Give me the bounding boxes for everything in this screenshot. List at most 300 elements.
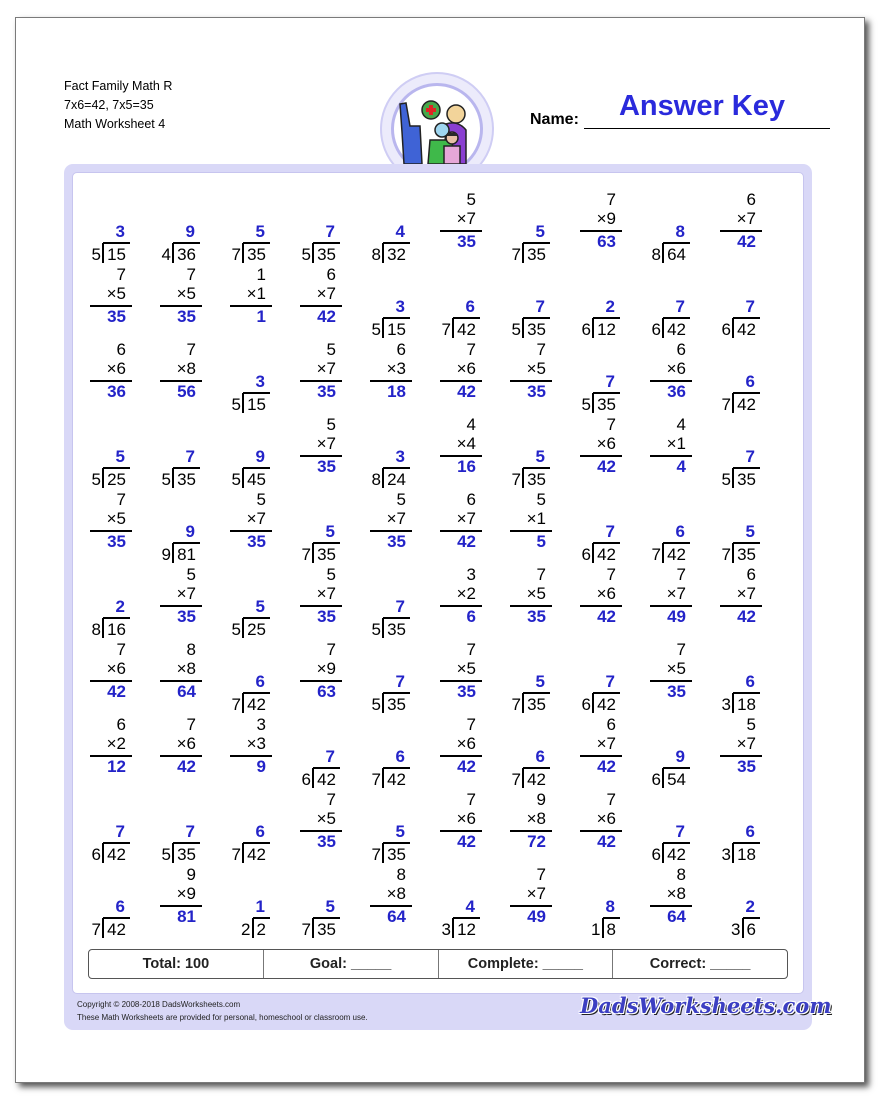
factor-top: 7 <box>606 415 616 434</box>
product-answer: 63 <box>597 232 616 251</box>
division-problem <box>556 640 616 712</box>
multiplication-problem <box>626 865 686 937</box>
factor-bottom: ×6 <box>176 734 196 753</box>
division-problem <box>556 340 616 412</box>
division-problem <box>626 490 686 562</box>
division-problem <box>136 190 196 262</box>
dividend: 42 <box>737 395 756 414</box>
product-answer: 42 <box>177 757 196 776</box>
dividend: 35 <box>597 395 616 414</box>
division-bracket <box>102 243 104 263</box>
division-bracket <box>662 243 664 263</box>
division-bar <box>733 842 760 844</box>
division-problem <box>66 790 126 862</box>
division-problem <box>556 865 616 937</box>
quotient-answer: 9 <box>675 747 685 766</box>
factor-top: 3 <box>466 565 476 584</box>
division-bracket <box>732 318 734 338</box>
multiplication-problem <box>276 265 336 337</box>
divisor: 7 <box>231 845 241 864</box>
factor-bottom: ×8 <box>526 809 546 828</box>
divisor: 8 <box>371 245 381 264</box>
product-answer: 35 <box>317 382 336 401</box>
multiplication-problem <box>66 640 126 712</box>
product-answer: 35 <box>457 682 476 701</box>
division-problem <box>696 265 756 337</box>
multiplication-problem <box>66 265 126 337</box>
division-bar <box>173 542 200 544</box>
factor-top: 7 <box>466 715 476 734</box>
product-answer: 64 <box>177 682 196 701</box>
quotient-answer: 7 <box>675 297 685 316</box>
quotient-answer: 7 <box>115 822 125 841</box>
dividend: 35 <box>527 245 546 264</box>
division-problem <box>346 565 406 637</box>
divisor: 3 <box>721 695 731 714</box>
dividend: 15 <box>247 395 266 414</box>
product-answer: 42 <box>457 832 476 851</box>
product-answer: 35 <box>527 607 546 626</box>
quotient-answer: 7 <box>605 672 615 691</box>
division-problem <box>346 415 406 487</box>
divisor: 6 <box>301 770 311 789</box>
product-answer: 18 <box>387 382 406 401</box>
factor-top: 5 <box>466 190 476 209</box>
multiplication-problem <box>416 565 476 637</box>
quotient-answer: 9 <box>185 222 195 241</box>
divisor: 7 <box>511 470 521 489</box>
division-bracket <box>172 843 174 863</box>
multiplication-problem <box>206 265 266 337</box>
division-bracket <box>732 393 734 413</box>
dividend: 35 <box>527 470 546 489</box>
multiplication-problem <box>556 415 616 487</box>
multiplication-problem <box>486 790 546 862</box>
division-bracket <box>522 768 524 788</box>
multiplication-problem <box>136 715 196 787</box>
division-bar <box>313 767 340 769</box>
division-bar <box>383 692 410 694</box>
multiplication-problem <box>696 715 756 787</box>
factor-top: 4 <box>466 415 476 434</box>
factor-top: 5 <box>186 565 196 584</box>
multiplication-problem <box>416 490 476 562</box>
factor-bottom: ×5 <box>176 284 196 303</box>
division-bracket <box>382 318 384 338</box>
quotient-answer: 7 <box>185 447 195 466</box>
division-problem <box>206 790 266 862</box>
divisor: 7 <box>371 845 381 864</box>
divisor: 8 <box>91 620 101 639</box>
factor-top: 7 <box>326 790 336 809</box>
division-problem <box>626 190 686 262</box>
division-bracket <box>242 618 244 638</box>
product-answer: 35 <box>317 457 336 476</box>
multiplication-problem <box>66 490 126 562</box>
quotient-answer: 7 <box>745 447 755 466</box>
division-problem <box>206 565 266 637</box>
factor-bottom: ×7 <box>666 584 686 603</box>
division-bracket <box>592 543 594 563</box>
product-answer: 35 <box>317 832 336 851</box>
quotient-answer: 5 <box>115 447 125 466</box>
divisor: 6 <box>651 320 661 339</box>
product-answer: 35 <box>107 532 126 551</box>
factor-bottom: ×5 <box>106 509 126 528</box>
division-problem <box>486 640 546 712</box>
division-problem <box>206 865 266 937</box>
division-problem <box>346 190 406 262</box>
quotient-answer: 5 <box>745 522 755 541</box>
product-answer: 35 <box>737 757 756 776</box>
factor-bottom: ×5 <box>526 359 546 378</box>
quotient-answer: 7 <box>605 372 615 391</box>
division-problem <box>486 265 546 337</box>
divisor: 7 <box>301 920 311 939</box>
divisor: 6 <box>721 320 731 339</box>
factor-bottom: ×3 <box>246 734 266 753</box>
dividend: 15 <box>387 320 406 339</box>
division-problem <box>626 790 686 862</box>
dividend: 42 <box>737 320 756 339</box>
division-problem <box>276 190 336 262</box>
product-answer: 6 <box>466 607 476 626</box>
product-answer: 16 <box>457 457 476 476</box>
dividend: 42 <box>667 845 686 864</box>
factor-bottom: ×1 <box>246 284 266 303</box>
factor-bottom: ×8 <box>666 884 686 903</box>
factor-bottom: ×4 <box>456 434 476 453</box>
quotient-answer: 5 <box>535 672 545 691</box>
factor-top: 7 <box>676 640 686 659</box>
multiplication-problem <box>416 715 476 787</box>
product-answer: 35 <box>247 532 266 551</box>
quotient-answer: 4 <box>395 222 405 241</box>
worksheet-info <box>64 77 172 134</box>
division-problem <box>556 490 616 562</box>
division-bracket <box>312 543 314 563</box>
division-bracket <box>382 768 384 788</box>
division-bar <box>383 317 410 319</box>
quotient-answer: 5 <box>325 522 335 541</box>
product-answer: 1 <box>256 307 266 326</box>
quotient-answer: 6 <box>115 897 125 916</box>
factor-bottom: ×8 <box>386 884 406 903</box>
factor-top: 5 <box>746 715 756 734</box>
factor-bottom: ×5 <box>526 584 546 603</box>
dividend: 35 <box>737 545 756 564</box>
division-bracket <box>662 843 664 863</box>
product-answer: 49 <box>667 607 686 626</box>
quotient-answer: 7 <box>325 747 335 766</box>
dividend: 42 <box>667 545 686 564</box>
factor-top: 5 <box>326 340 336 359</box>
divisor: 2 <box>241 920 251 939</box>
division-problem <box>696 790 756 862</box>
divisor: 8 <box>651 245 661 264</box>
division-bar <box>383 767 410 769</box>
dividend: 42 <box>107 920 126 939</box>
dividend: 25 <box>247 620 266 639</box>
division-bracket <box>662 768 664 788</box>
multiplication-problem <box>556 565 616 637</box>
dividend: 54 <box>667 770 686 789</box>
factor-top: 5 <box>536 490 546 509</box>
quotient-answer: 7 <box>535 297 545 316</box>
dividend: 42 <box>107 845 126 864</box>
multiplication-problem <box>556 790 616 862</box>
product-answer: 49 <box>527 907 546 926</box>
name-line <box>584 128 830 129</box>
quotient-answer: 4 <box>465 897 475 916</box>
dividend: 35 <box>387 695 406 714</box>
multiplication-problem <box>136 340 196 412</box>
multiplication-problem <box>416 790 476 862</box>
dividend: 12 <box>457 920 476 939</box>
division-bar <box>243 617 270 619</box>
multiplication-problem <box>206 715 266 787</box>
division-problem <box>206 340 266 412</box>
dividend: 35 <box>317 545 336 564</box>
product-answer: 42 <box>457 532 476 551</box>
division-problem <box>66 865 126 937</box>
dividend: 24 <box>387 470 406 489</box>
product-answer: 4 <box>676 457 686 476</box>
dividend: 2 <box>256 920 266 939</box>
division-bracket <box>452 918 454 938</box>
factor-top: 5 <box>256 490 266 509</box>
factor-bottom: ×8 <box>176 359 196 378</box>
division-problem <box>66 565 126 637</box>
multiplication-problem <box>276 640 336 712</box>
division-bar <box>383 617 410 619</box>
quotient-answer: 2 <box>115 597 125 616</box>
factor-top: 6 <box>466 490 476 509</box>
division-bracket <box>602 918 604 938</box>
divisor: 5 <box>231 395 241 414</box>
multiplication-problem <box>626 640 686 712</box>
divisor: 7 <box>231 695 241 714</box>
divisor: 7 <box>371 770 381 789</box>
division-bracket <box>382 468 384 488</box>
division-bracket <box>382 618 384 638</box>
division-bracket <box>592 393 594 413</box>
factor-bottom: ×7 <box>386 509 406 528</box>
factor-top: 7 <box>606 190 616 209</box>
factor-top: 7 <box>466 640 476 659</box>
multiplication-problem <box>556 190 616 262</box>
dividend: 42 <box>667 320 686 339</box>
divisor: 5 <box>91 470 101 489</box>
brand-logo: DadsWorksheets.com <box>580 993 832 1018</box>
dividend: 6 <box>746 920 756 939</box>
division-bracket <box>102 918 104 938</box>
factor-bottom: ×3 <box>386 359 406 378</box>
division-bracket <box>522 468 524 488</box>
factor-top: 9 <box>186 865 196 884</box>
division-bar <box>103 242 130 244</box>
division-bar <box>453 317 480 319</box>
dividend: 35 <box>387 845 406 864</box>
factor-top: 7 <box>466 340 476 359</box>
factor-top: 1 <box>256 265 266 284</box>
quotient-answer: 7 <box>325 222 335 241</box>
divisor: 7 <box>511 695 521 714</box>
factor-top: 7 <box>116 640 126 659</box>
division-bar <box>243 842 270 844</box>
copyright-text: Copyright © 2008-2018 DadsWorksheets.com <box>77 1000 241 1009</box>
division-problem <box>66 190 126 262</box>
factor-bottom: ×7 <box>246 509 266 528</box>
name-label: Name: <box>530 111 579 128</box>
quotient-answer: 6 <box>675 522 685 541</box>
multiplication-problem <box>416 640 476 712</box>
product-answer: 42 <box>597 457 616 476</box>
product-answer: 35 <box>387 532 406 551</box>
divisor: 8 <box>371 470 381 489</box>
division-bar <box>733 467 760 469</box>
multiplication-problem <box>486 490 546 562</box>
division-bracket <box>312 918 314 938</box>
product-answer: 36 <box>107 382 126 401</box>
division-problem <box>696 865 756 937</box>
quotient-answer: 9 <box>255 447 265 466</box>
division-problem <box>556 265 616 337</box>
divisor: 9 <box>161 545 171 564</box>
division-bar <box>593 317 620 319</box>
factor-bottom: ×7 <box>736 209 756 228</box>
dividend: 35 <box>387 620 406 639</box>
divisor: 7 <box>721 545 731 564</box>
division-bar <box>253 917 271 919</box>
division-bar <box>313 242 340 244</box>
divisor: 5 <box>511 320 521 339</box>
multiplication-problem <box>276 790 336 862</box>
product-answer: 12 <box>107 757 126 776</box>
factor-bottom: ×6 <box>596 434 616 453</box>
division-bracket <box>242 468 244 488</box>
dividend: 81 <box>177 545 196 564</box>
division-problem <box>486 415 546 487</box>
division-bracket <box>242 243 244 263</box>
factor-bottom: ×6 <box>106 659 126 678</box>
product-answer: 42 <box>597 607 616 626</box>
factor-top: 6 <box>606 715 616 734</box>
divisor: 5 <box>91 245 101 264</box>
division-bracket <box>102 843 104 863</box>
divisor: 5 <box>161 470 171 489</box>
division-bar <box>523 467 550 469</box>
factor-bottom: ×6 <box>456 734 476 753</box>
divisor: 4 <box>161 245 171 264</box>
dividend: 12 <box>597 320 616 339</box>
division-problem <box>66 415 126 487</box>
division-bar <box>733 692 760 694</box>
factor-top: 8 <box>396 865 406 884</box>
divisor: 7 <box>511 770 521 789</box>
division-bracket <box>242 393 244 413</box>
multiplication-problem <box>136 565 196 637</box>
product-answer: 42 <box>737 607 756 626</box>
dividend: 16 <box>107 620 126 639</box>
factor-top: 7 <box>536 340 546 359</box>
quotient-answer: 3 <box>255 372 265 391</box>
quotient-answer: 5 <box>395 822 405 841</box>
division-problem <box>486 715 546 787</box>
product-answer: 42 <box>597 757 616 776</box>
multiplication-problem <box>486 565 546 637</box>
factor-top: 3 <box>256 715 266 734</box>
division-problem <box>206 640 266 712</box>
factor-top: 8 <box>676 865 686 884</box>
division-bracket <box>312 243 314 263</box>
quotient-answer: 5 <box>535 222 545 241</box>
product-answer: 35 <box>177 607 196 626</box>
division-problem <box>276 490 336 562</box>
multiplication-problem <box>66 340 126 412</box>
multiplication-problem <box>416 415 476 487</box>
multiplication-problem <box>136 865 196 937</box>
divisor: 7 <box>721 395 731 414</box>
factor-top: 6 <box>116 715 126 734</box>
quotient-answer: 7 <box>605 522 615 541</box>
product-answer: 42 <box>317 307 336 326</box>
multiplication-problem <box>556 715 616 787</box>
product-answer: 35 <box>317 607 336 626</box>
divisor: 5 <box>721 470 731 489</box>
factor-top: 7 <box>186 715 196 734</box>
factor-bottom: ×9 <box>596 209 616 228</box>
dividend: 18 <box>737 695 756 714</box>
quotient-answer: 7 <box>675 822 685 841</box>
divisor: 7 <box>301 545 311 564</box>
division-bar <box>733 542 760 544</box>
division-problem <box>696 340 756 412</box>
division-bar <box>663 317 690 319</box>
division-problem <box>486 190 546 262</box>
factor-top: 5 <box>326 415 336 434</box>
division-bar <box>103 917 130 919</box>
factor-bottom: ×7 <box>736 734 756 753</box>
divisor: 5 <box>371 320 381 339</box>
multiplication-problem <box>626 340 686 412</box>
quotient-answer: 7 <box>395 672 405 691</box>
factor-top: 6 <box>676 340 686 359</box>
division-problem <box>276 715 336 787</box>
division-bar <box>733 317 760 319</box>
worksheet-number: Math Worksheet 4 <box>64 117 166 131</box>
divisor: 6 <box>651 770 661 789</box>
divisor: 5 <box>231 470 241 489</box>
division-bar <box>243 467 270 469</box>
factor-bottom: ×7 <box>456 509 476 528</box>
factor-top: 7 <box>186 265 196 284</box>
division-bracket <box>382 843 384 863</box>
division-problem <box>206 190 266 262</box>
dividend: 42 <box>597 545 616 564</box>
quotient-answer: 5 <box>255 222 265 241</box>
quotient-answer: 6 <box>745 372 755 391</box>
division-problem <box>136 490 196 562</box>
factor-top: 5 <box>396 490 406 509</box>
dividend: 15 <box>107 245 126 264</box>
divisor: 5 <box>371 620 381 639</box>
dividend: 35 <box>527 320 546 339</box>
fact-family-icon <box>394 86 480 172</box>
quotient-answer: 6 <box>745 672 755 691</box>
problem-frame <box>64 164 812 1030</box>
factor-top: 7 <box>186 340 196 359</box>
